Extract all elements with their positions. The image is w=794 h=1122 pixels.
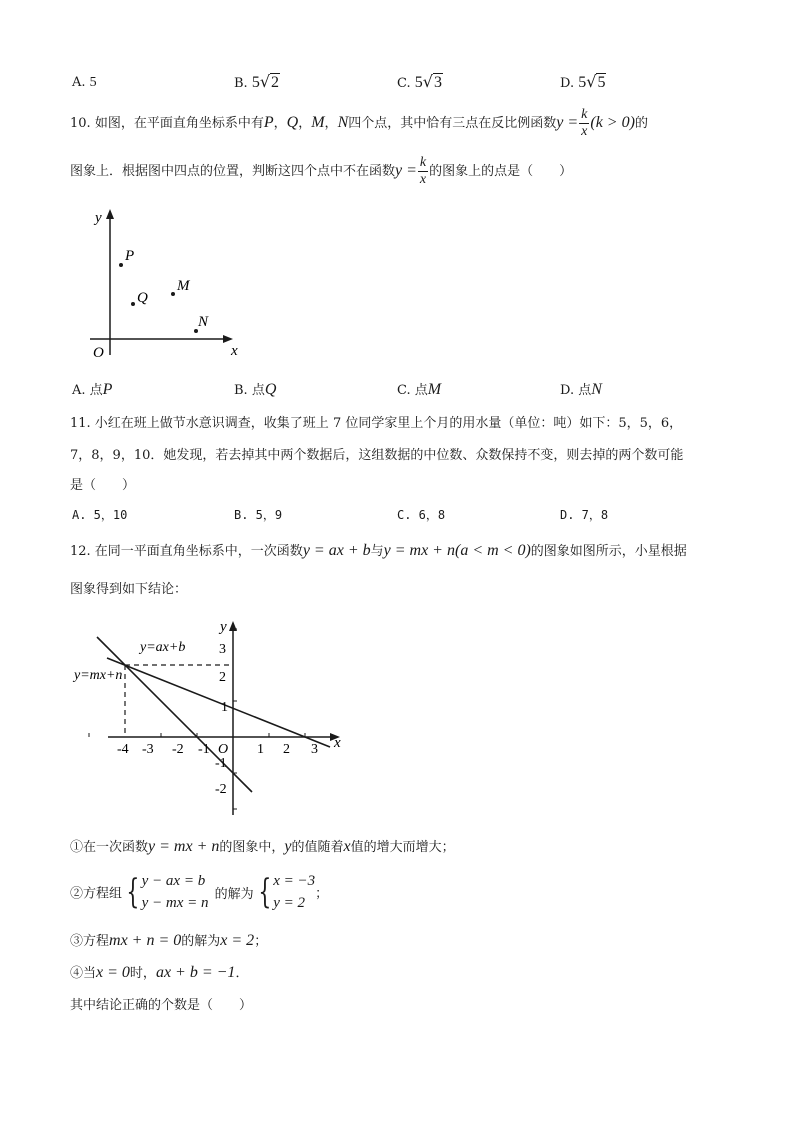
c2-s1: x = −3 xyxy=(273,873,316,889)
q12-line-1 xyxy=(70,540,687,560)
c2-s2: y = 2 xyxy=(273,895,305,911)
separator: ， xyxy=(273,116,287,131)
q12-cond: (a < m < 0) xyxy=(454,542,531,559)
q10-number: 10. xyxy=(70,116,91,131)
left-brace-icon: { xyxy=(126,872,140,912)
xtick-label: -1 xyxy=(198,742,210,757)
xtick-label: 3 xyxy=(311,742,318,757)
ytick-label: -1 xyxy=(215,756,227,771)
q10-option-b-value: Q xyxy=(264,381,277,398)
q11-option-d: D. 7，8 xyxy=(560,508,609,522)
c3c: ； xyxy=(254,934,268,949)
q10-option-d-prefix: D. 点 xyxy=(560,383,592,398)
q9-option-b-prefix: B. xyxy=(234,76,252,91)
q10-option-c-prefix: C. 点 xyxy=(397,383,428,398)
separator: ， xyxy=(298,116,312,131)
q10-option-b-prefix: B. 点 xyxy=(234,383,265,398)
q12-line-2: 图象得到如下结论： xyxy=(70,582,188,597)
ytick-label: -2 xyxy=(215,782,227,797)
q10-fig-p: P xyxy=(125,248,135,264)
q9-option-d-prefix: D. xyxy=(560,76,579,91)
q9-option-a xyxy=(72,75,97,91)
q9-option-c-coef: 5 xyxy=(414,74,423,91)
q12-x-label: x xyxy=(334,735,341,751)
q10-point-p: P xyxy=(263,114,274,131)
q10-option-d-value: N xyxy=(591,381,602,398)
q10-fraction-2 xyxy=(418,156,428,187)
q10-fig-m: M xyxy=(177,278,190,294)
q10-fraction xyxy=(579,108,589,139)
q9-option-b-rad: 2 xyxy=(271,74,280,91)
q12-origin-label: O xyxy=(218,742,229,757)
frac-numerator: k xyxy=(581,107,588,122)
point-m xyxy=(171,292,175,296)
c1y: y xyxy=(284,838,292,855)
q12-conclusion-3 xyxy=(70,930,267,950)
c2b: 的解为 xyxy=(214,886,254,902)
y-axis-arrow-icon xyxy=(106,209,114,219)
q11-option-b: B. 5，9 xyxy=(234,508,283,522)
q10-option-c-value: M xyxy=(427,381,442,398)
q9-option-d xyxy=(560,72,606,92)
q10-func-lhs: y = xyxy=(556,114,579,131)
q12-f1: y = ax + b xyxy=(302,542,371,559)
c3a: ③方程 xyxy=(70,934,110,949)
xtick-label: 2 xyxy=(283,742,290,757)
q10-option-b xyxy=(234,379,276,399)
q10-condition: (k > 0) xyxy=(590,114,635,131)
x-axis-arrow-icon xyxy=(223,335,233,343)
c1x: x xyxy=(343,838,351,855)
q10-fig-n: N xyxy=(198,314,209,330)
q9-option-c-prefix: C. xyxy=(397,76,415,91)
q12-y-label: y xyxy=(220,619,227,635)
q11-line-1: 11. 小红在班上做节水意识调查，收集了班上 7 位同学家里上个月的用水量（单位：吨）如下：5，5，6， xyxy=(70,416,683,431)
q9-option-a-value: 5 xyxy=(89,75,97,90)
ytick-label: 3 xyxy=(219,642,226,657)
label-mx-plus-n: y=mx+n xyxy=(74,668,123,683)
label-ax-plus-b: y=ax+b xyxy=(140,640,186,655)
q10-point-n: N xyxy=(337,114,349,131)
q9-option-c-rad: 3 xyxy=(433,74,442,91)
sqrt-icon: √ xyxy=(259,72,271,91)
q12-final-question: 其中结论正确的个数是（ ） xyxy=(70,998,253,1013)
q10-point-q: Q xyxy=(286,114,299,131)
c4c: ． xyxy=(235,966,249,981)
line-ax-plus-b xyxy=(97,637,252,792)
ytick-label: 2 xyxy=(219,670,226,685)
q10-option-c xyxy=(397,379,441,399)
q12-line1a: 12. 在同一平面直角坐标系中，一次函数 xyxy=(70,544,303,559)
q10-option-a xyxy=(72,379,112,399)
xtick-label: 1 xyxy=(257,742,264,757)
c2a: ②方程组 xyxy=(70,886,123,902)
q11-line-2: 7，8，9，10．她发现，若去掉其中两个数据后，这组数据的中位数、众数保持不变，则去掉的两个数可能 xyxy=(70,448,684,463)
q10-text-3: 的 xyxy=(634,116,648,131)
c2-eq2: y − mx = n xyxy=(141,895,209,911)
q11-line-3: 是（ ） xyxy=(70,478,136,493)
c2c: ； xyxy=(315,886,329,902)
q10-option-a-value: P xyxy=(102,381,113,398)
c4a: ④当 xyxy=(70,966,97,981)
c3b: 的解为 xyxy=(181,934,221,949)
c3s: x = 2 xyxy=(220,932,255,949)
sqrt-icon: √ xyxy=(586,72,597,91)
separator: ， xyxy=(324,116,338,131)
frac-denominator: x xyxy=(419,172,427,187)
q12-conclusion-4 xyxy=(70,962,248,982)
c1c: 的值随着 xyxy=(291,840,344,855)
q10-text-2: 四个点，其中恰有三点在反比例函数 xyxy=(348,116,557,131)
sqrt-icon: √ xyxy=(422,72,433,91)
frac-denominator: x xyxy=(581,124,588,139)
q10-x-label: x xyxy=(231,343,238,359)
q10-line-2 xyxy=(70,156,572,187)
c4f: x = 0 xyxy=(96,964,130,981)
c1f: y = mx + n xyxy=(148,838,220,855)
q12-conclusion-1 xyxy=(70,836,455,856)
xtick-label: -4 xyxy=(117,742,129,757)
c3f: mx + n = 0 xyxy=(109,932,182,949)
q10-y-label: y xyxy=(95,210,102,226)
q10-line2a: 图象上．根据图中四点的位置，判断这四个点中不在函数 xyxy=(70,164,396,179)
q10-line2b: 的图象上的点是（ ） xyxy=(429,164,573,179)
left-brace-icon: { xyxy=(257,872,271,912)
q9-option-a-prefix: A. xyxy=(72,75,90,90)
q9-option-d-coef: 5 xyxy=(578,74,587,91)
q12-line1b: 与 xyxy=(370,544,384,559)
q9-option-b-coef: 5 xyxy=(251,74,260,91)
c4b: 时， xyxy=(129,966,156,981)
q12-figure xyxy=(70,615,360,830)
q9-option-c xyxy=(397,72,443,92)
q11-option-c: C. 6，8 xyxy=(397,508,446,522)
q10-text-1: 如图，在平面直角坐标系中有 xyxy=(94,116,264,131)
q12-conclusion-2 xyxy=(70,870,328,914)
q10-fig-q: Q xyxy=(137,290,148,306)
q10-option-a-prefix: A. 点 xyxy=(72,383,103,398)
q10-func-lhs-2: y = xyxy=(395,162,417,179)
point-q xyxy=(131,302,135,306)
c4s: ax + b = −1 xyxy=(155,964,236,981)
c1b: 的图象中， xyxy=(219,840,285,855)
q10-point-m: M xyxy=(311,114,325,131)
q12-line1c: 的图象如图所示，小星根据 xyxy=(530,544,687,559)
q9-option-b xyxy=(234,72,280,92)
xtick-label: -3 xyxy=(142,742,154,757)
q11-option-a: A. 5，10 xyxy=(72,508,128,522)
q10-origin-label: O xyxy=(93,345,104,361)
xtick-label: -2 xyxy=(172,742,184,757)
c2-solution xyxy=(273,870,315,914)
c2-system xyxy=(142,870,209,914)
q10-line-1 xyxy=(70,108,648,139)
q9-option-d-rad: 5 xyxy=(597,74,606,91)
point-p xyxy=(119,263,123,267)
c2-eq1: y − ax = b xyxy=(141,873,206,889)
c1d: 值的增大而增大； xyxy=(350,840,455,855)
q10-figure xyxy=(85,205,255,365)
q12-f2: y = mx + n xyxy=(383,542,455,559)
ytick-label: 1 xyxy=(221,700,228,715)
q10-option-d xyxy=(560,379,602,399)
c1a: ①在一次函数 xyxy=(70,840,149,855)
frac-numerator: k xyxy=(419,155,427,170)
